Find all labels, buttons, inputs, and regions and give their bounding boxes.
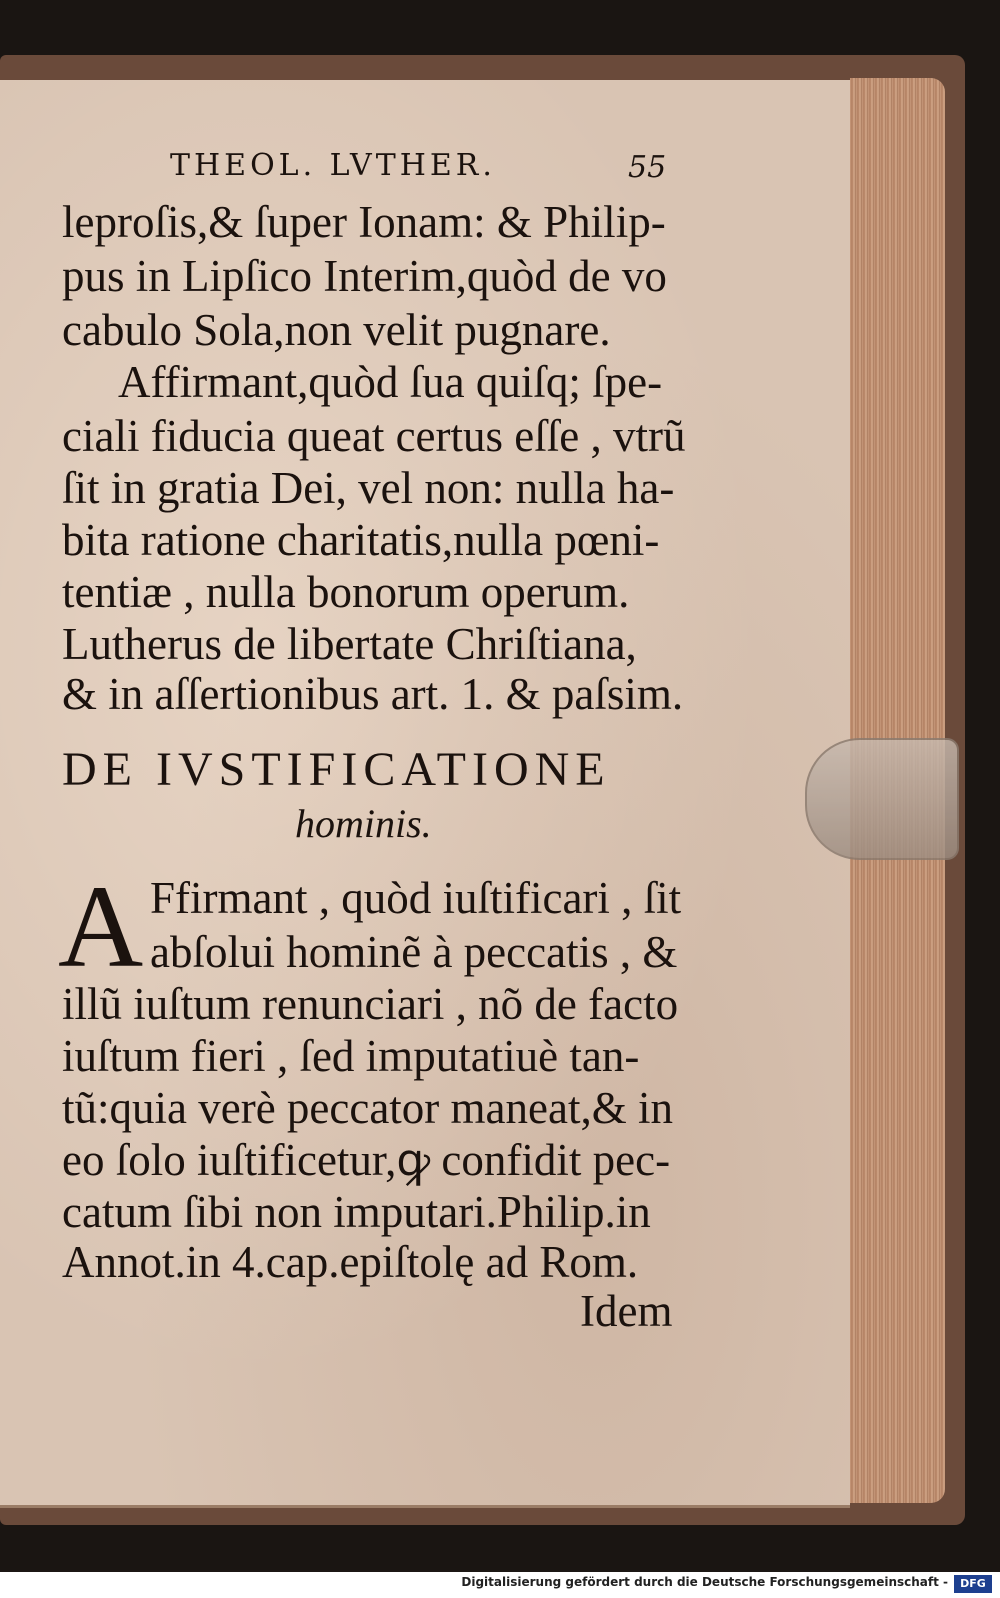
paragraph-line: catum ſibi non imputari.Philip.in xyxy=(62,1187,651,1237)
running-head: THEOL. LVTHER. xyxy=(170,148,496,183)
body-line: cabulo Sola,non velit pugnare. xyxy=(62,305,611,355)
paragraph-line: Ffirmant , quòd iuſtificari , ſit xyxy=(150,873,682,923)
body-line: & in aſſertionibus art. 1. & paſsim. xyxy=(62,669,684,719)
page-number: 55 xyxy=(628,150,667,185)
paragraph-line: illũ iuſtum renunciari , nõ de facto xyxy=(62,979,679,1029)
paragraph-line: tũ:quia verè peccator maneat,& in xyxy=(62,1083,673,1133)
section-heading: DE IVSTIFICATIONE xyxy=(62,743,611,796)
paragraph-line: abſolui hominẽ à peccatis , & xyxy=(150,927,678,977)
body-line: ſit in gratia Dei, vel non: nulla ha- xyxy=(62,463,675,513)
page-clip xyxy=(805,738,959,860)
body-line: Lutherus de libertate Chriſtiana, xyxy=(62,619,637,669)
section-subheading: hominis. xyxy=(295,801,432,846)
drop-cap: A xyxy=(58,861,144,992)
body-line: bita ratione charitatis,nulla pœni- xyxy=(62,515,660,565)
paragraph-line: Annot.in 4.cap.epiſtolę ad Rom. xyxy=(62,1237,639,1287)
catchword: Idem xyxy=(580,1286,673,1336)
body-line: pus in Lipſico Interim,quòd de vo xyxy=(62,251,667,301)
footer-credit: Digitalisierung gefördert durch die Deutsche Forschungsgemeinschaft - xyxy=(461,1575,948,1589)
dfg-logo: DFG xyxy=(954,1575,992,1593)
body-line: ciali fiducia queat certus eſſe , vtrũ xyxy=(62,411,686,461)
paragraph-line: iuſtum fieri , ſed imputatiuè tan- xyxy=(62,1031,640,1081)
paragraph-line: eo ſolo iuſtificetur,ꝙ confidit pec- xyxy=(62,1135,671,1185)
body-line: tentiæ , nulla bonorum operum. xyxy=(62,567,630,617)
body-line: leproſis,& ſuper Ionam: & Philip- xyxy=(62,197,666,247)
footer-bar xyxy=(0,1572,1000,1598)
body-line: Affirmant,quòd ſua quiſq; ſpe- xyxy=(118,357,663,407)
